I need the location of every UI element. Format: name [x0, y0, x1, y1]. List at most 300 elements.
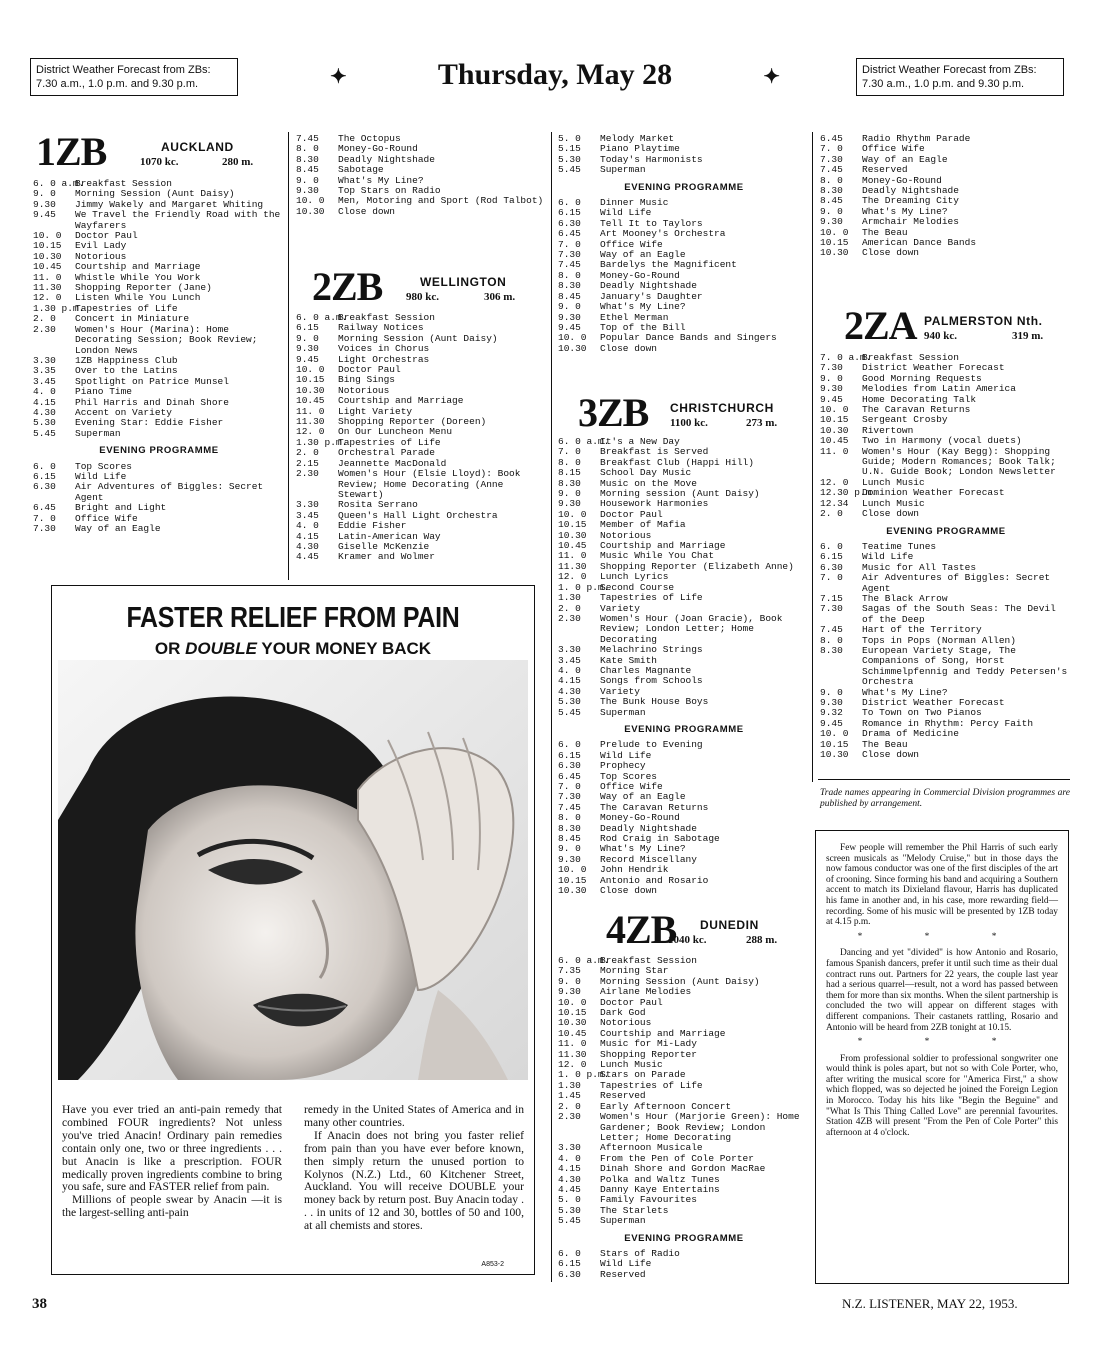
schedule-programme: The Caravan Returns [862, 405, 971, 416]
schedule-row [33, 408, 285, 418]
schedule-programme: Notorious [338, 385, 390, 396]
schedule-programme: From the Pen of Cole Porter [600, 1153, 754, 1164]
weather-box-line: District Weather Forecast from ZBs: [36, 64, 211, 76]
schedule-programme: Phil Harris and Dinah Shore [75, 397, 229, 408]
schedule-time: 10.15 [558, 875, 587, 886]
schedule-row [558, 1060, 810, 1070]
schedule-row [33, 482, 285, 503]
station-header-2zb [312, 264, 552, 313]
station-city: AUCKLAND [161, 140, 234, 154]
schedule-row [558, 510, 810, 520]
schedule-time: 7. 0 [820, 573, 843, 584]
schedule-row [558, 260, 810, 270]
schedule-1zb [33, 179, 285, 534]
schedule-time: 12.34 [820, 498, 849, 509]
schedule-programme: The Caravan Returns [600, 802, 709, 813]
schedule-programme: Morning Session (Aunt Daisy) [75, 189, 235, 200]
schedule-time: 8. 0 [558, 270, 581, 281]
schedule-time: 10.45 [820, 436, 849, 447]
list-2za-evening [820, 542, 1072, 761]
star-icon: ✦ [330, 66, 347, 88]
schedule-time: 5.45 [558, 707, 581, 718]
schedule-time: 5. 0 [558, 1195, 581, 1206]
note-phil-harris: Few people will remember the Phil Harris of such early screen musicals as "Melody Cruise," but in those days the now famous conductor was one of the first disciples of the art of crooning. Since forming his band and acquiring a Southern accent to match its Dixieland flavour, Harris has duplicated his fame in another and, in his case, more rewarding field—recording. Some of his music will be presented by 1ZB today at 4.15 p.m. [826, 843, 1058, 928]
schedule-programme: Breakfast Club (Happi Hill) [600, 457, 754, 468]
schedule-programme: Piano Time [75, 387, 133, 398]
schedule-row [558, 313, 810, 323]
schedule-time: 2.30 [33, 324, 56, 335]
list-2zb-evening [558, 198, 810, 354]
schedule-programme: The Beau [862, 739, 908, 750]
schedule-row [558, 824, 810, 834]
schedule-row [33, 514, 285, 524]
schedule-row [558, 977, 810, 987]
schedule-programme: Dark God [600, 1008, 646, 1019]
schedule-time: 3.45 [558, 655, 581, 666]
schedule-4zb [558, 956, 810, 1280]
schedule-programme: Close down [862, 509, 920, 520]
schedule-row [558, 593, 810, 603]
schedule-time: 6.30 [33, 482, 56, 493]
schedule-time: 4.30 [558, 1174, 581, 1185]
schedule-row [558, 865, 810, 875]
weather-box-right [856, 58, 1064, 96]
schedule-programme: Melody Market [600, 134, 675, 144]
schedule-programme: Armchair Melodies [862, 217, 959, 228]
schedule-time: 12.30 p.m. [820, 488, 878, 499]
schedule-time: 11. 0 [296, 406, 325, 417]
schedule-row [820, 436, 1072, 446]
schedule-row [820, 636, 1072, 646]
schedule-time: 9.32 [820, 708, 843, 719]
schedule-time: 10. 0 [820, 405, 849, 416]
schedule-row [296, 500, 548, 510]
schedule-row [33, 398, 285, 408]
schedule-time: 3.30 [33, 355, 56, 366]
asterisks: * * * [857, 1037, 1027, 1048]
schedule-programme: Whistle While You Work [75, 272, 201, 283]
schedule-time: 6.15 [558, 1259, 581, 1270]
schedule-programme: Charles Magnante [600, 665, 692, 676]
schedule-time: 7.30 [33, 524, 56, 534]
schedule-2za [820, 353, 1072, 760]
station-header-3zb [578, 390, 808, 439]
station-kc: 980 kc. [406, 291, 439, 303]
schedule-time: 6.15 [558, 750, 581, 761]
list-2za [820, 353, 1072, 520]
schedule-row [296, 459, 548, 469]
schedule-4zb-cont [820, 134, 1072, 259]
schedule-programme: Doctor Paul [338, 365, 401, 376]
schedule-programme: Kate Smith [600, 655, 658, 666]
schedule-time: 4.15 [296, 531, 319, 542]
schedule-time: 2. 0 [558, 1101, 581, 1112]
schedule-time: 3.35 [33, 366, 56, 377]
schedule-programme: Teatime Tunes [862, 541, 937, 552]
schedule-row [33, 189, 285, 199]
schedule-row [558, 531, 810, 541]
schedule-time: 5.45 [558, 165, 581, 176]
schedule-time: 6. 0 [558, 198, 581, 209]
schedule-row [296, 323, 548, 333]
schedule-time: 4. 0 [296, 521, 319, 532]
schedule-programme: Drama of Medicine [862, 729, 959, 740]
schedule-time: 5.30 [33, 418, 56, 429]
schedule-programme: Second Course [600, 582, 675, 593]
schedule-time: 6.30 [558, 218, 581, 229]
schedule-time: 4. 0 [558, 665, 581, 676]
schedule-time: 9.30 [33, 199, 56, 210]
schedule-row [820, 165, 1072, 175]
schedule-programme: Member of Mafia [600, 520, 686, 531]
schedule-time: 7.30 [558, 250, 581, 261]
ad-body-left [62, 1104, 282, 1220]
schedule-time: 10. 0 [558, 333, 587, 344]
schedule-programme: January's Daughter [600, 291, 703, 302]
schedule-time: 10.15 [33, 241, 62, 252]
schedule-row [558, 708, 810, 718]
schedule-row [820, 729, 1072, 739]
schedule-row [558, 792, 810, 802]
schedule-programme: Tapestries of Life [75, 303, 178, 314]
schedule-programme: Variety [600, 603, 640, 614]
schedule-time: 7. 0 [558, 239, 581, 250]
schedule-time: 10.30 [558, 530, 587, 541]
schedule-row [296, 355, 548, 365]
schedule-row [558, 302, 810, 312]
schedule-time: 8. 0 [296, 144, 319, 155]
schedule-row [820, 384, 1072, 394]
schedule-time: 10.30 [33, 251, 62, 262]
schedule-programme: Women's Hour (Joan Gracie), Book Review; London Letter; Home Decorating [600, 613, 783, 645]
anacin-advertisement [51, 585, 535, 1275]
schedule-time: 10. 0 [296, 365, 325, 376]
station-call: 1ZB [36, 129, 107, 174]
schedule-programme: Ethel Merman [600, 312, 669, 323]
schedule-programme: Antonio and Rosario [600, 875, 709, 886]
schedule-time: 6.30 [558, 1269, 581, 1280]
schedule-time: 2.30 [558, 613, 581, 624]
station-city: CHRISTCHURCH [670, 401, 774, 415]
station-kc: 1070 kc. [140, 156, 179, 168]
evening-programme-heading: EVENING PROGRAMME [99, 445, 219, 457]
schedule-programme: Polka and Waltz Tunes [600, 1174, 720, 1185]
schedule-time: 2. 0 [820, 509, 843, 520]
publication-line: N.Z. LISTENER, MAY 22, 1953. [842, 1296, 1018, 1311]
schedule-time: 10.30 [820, 425, 849, 436]
schedule-row [820, 488, 1072, 498]
schedule-time: 10.15 [558, 1008, 587, 1019]
schedule-programme: Money-Go-Round [338, 144, 418, 155]
schedule-programme: Air Adventures of Biggles: Secret Agent [862, 573, 1051, 594]
schedule-row [296, 196, 548, 206]
schedule-time: 11. 0 [820, 446, 849, 457]
schedule-row [820, 363, 1072, 373]
schedule-programme: What's My Line? [338, 175, 424, 186]
schedule-row [558, 1206, 810, 1216]
schedule-row [296, 375, 548, 385]
schedule-time: 6.15 [296, 323, 319, 334]
schedule-row [558, 479, 810, 489]
schedule-programme: Women's Hour (Marina): Home Decorating Session; Book Review; London News [75, 324, 258, 356]
schedule-row [558, 208, 810, 218]
schedule-programme: Money-Go-Round [600, 813, 680, 824]
schedule-row [296, 334, 548, 344]
schedule-programme: Courtship and Marriage [75, 262, 201, 273]
station-city: WELLINGTON [420, 275, 507, 289]
schedule-time: 9.30 [558, 312, 581, 323]
schedule-time: 10.30 [820, 248, 849, 259]
schedule-programme: European Variety Stage, The Companions of Song, Horst Schimmelpfennig and Teddy Petersen's Orchestra [862, 645, 1068, 688]
schedule-time: 7.45 [820, 625, 843, 636]
schedule-programme: Today's Harmonists [600, 154, 703, 165]
schedule-programme: Courtship and Marriage [600, 1028, 726, 1039]
schedule-row [820, 688, 1072, 698]
schedule-programme: Tapestries of Life [338, 437, 441, 448]
schedule-time: 4.45 [296, 552, 319, 563]
schedule-programme: Tapestries of Life [600, 593, 703, 604]
schedule-programme: Reserved [600, 1091, 646, 1102]
schedule-row [558, 551, 810, 561]
schedule-programme: Tapestries of Life [600, 1080, 703, 1091]
schedule-programme: Top Stars on Radio [338, 186, 441, 197]
ad-copy-paragraph: remedy in the United States of America and in many other countries. [304, 1103, 524, 1129]
schedule-time: 6.15 [558, 208, 581, 219]
schedule-programme: Light Orchestras [338, 354, 430, 365]
schedule-time: 10.30 [558, 886, 587, 897]
schedule-time: 6.45 [558, 771, 581, 782]
schedule-row [820, 740, 1072, 750]
schedule-programme: Women's Hour (Marjorie Green): Home Gardener; Book Review; London Letter; Home Decorating [600, 1112, 800, 1143]
evening-programme-heading: EVENING PROGRAMME [624, 1232, 744, 1244]
schedule-time: 1.30 [558, 1080, 581, 1091]
schedule-row [33, 252, 285, 262]
schedule-programme: Breakfast Session [338, 313, 435, 323]
schedule-time: 7.30 [820, 154, 843, 165]
schedule-row [820, 353, 1072, 363]
weather-box-left [30, 58, 238, 96]
schedule-row [558, 1249, 810, 1259]
schedule-row [33, 366, 285, 376]
schedule-time: 8.30 [558, 823, 581, 834]
schedule-row [296, 144, 548, 154]
schedule-programme: Dinah Shore and Gordon MacRae [600, 1164, 766, 1175]
schedule-programme: Rod Craig in Sabotage [600, 834, 720, 845]
schedule-programme: Shopping Reporter (Jane) [75, 283, 212, 294]
schedule-programme: Bing Sings [338, 375, 396, 386]
schedule-time: 6. 0 a.m. [296, 313, 348, 323]
schedule-programme: Railway Notices [338, 323, 424, 334]
list-1zb [33, 179, 285, 439]
schedule-programme: Jeannette MacDonald [338, 458, 447, 469]
schedule-time: 7.45 [558, 260, 581, 271]
schedule-time: 10.30 [296, 206, 325, 217]
schedule-programme: Over to the Latins [75, 366, 178, 377]
schedule-time: 6. 0 a.m. [33, 179, 85, 189]
schedule-programme: Way of an Eagle [862, 154, 948, 165]
schedule-time: 9.45 [820, 718, 843, 729]
schedule-row [558, 1070, 810, 1080]
schedule-row [820, 750, 1072, 760]
column-rule [288, 132, 289, 580]
schedule-time: 11.30 [558, 1049, 587, 1060]
schedule-row [558, 1081, 810, 1091]
schedule-time: 10. 0 [558, 509, 587, 520]
schedule-time: 8. 0 [820, 635, 843, 646]
schedule-row [558, 956, 810, 966]
page-number: 38 [32, 1296, 47, 1312]
schedule-row [558, 155, 810, 165]
schedule-row [558, 987, 810, 997]
schedule-time: 11.30 [558, 561, 587, 572]
schedule-programme: The Octopus [338, 134, 401, 144]
schedule-3zb [558, 437, 810, 896]
schedule-time: 10.15 [558, 520, 587, 531]
schedule-row [33, 283, 285, 293]
schedule-time: 1.30 [558, 593, 581, 604]
schedule-time: 10. 0 [33, 231, 62, 242]
schedule-time: 6.45 [558, 229, 581, 240]
asterisks: * * * [857, 931, 1027, 942]
schedule-time: 4.15 [558, 1164, 581, 1175]
schedule-time: 11. 0 [558, 551, 587, 562]
schedule-row [820, 646, 1072, 688]
schedule-programme: Lunch Music [862, 477, 925, 488]
schedule-time: 10.30 [558, 343, 587, 354]
schedule-time: 9. 0 [33, 189, 56, 200]
page-title-text: Thursday, May 28 [437, 58, 673, 91]
schedule-time: 7.15 [820, 593, 843, 604]
schedule-programme: Jimmy Wakely and Margaret Whiting [75, 199, 264, 210]
schedule-time: 10. 0 [296, 196, 325, 207]
station-kc: 940 kc. [924, 330, 957, 342]
schedule-row [820, 405, 1072, 415]
schedule-programme: Notorious [600, 1018, 652, 1029]
schedule-row [558, 1259, 810, 1269]
schedule-programme: Lunch Lyrics [600, 572, 669, 583]
schedule-row [296, 176, 548, 186]
schedule-row [820, 134, 1072, 144]
schedule-programme: Family Favourites [600, 1195, 697, 1206]
schedule-row [558, 1050, 810, 1060]
schedule-programme: Queen's Hall Light Orchestra [338, 510, 498, 521]
weather-box-line: 7.30 a.m., 1.0 p.m. and 9.30 p.m. [862, 78, 1025, 90]
schedule-programme: Superman [75, 428, 121, 439]
schedule-row [820, 238, 1072, 248]
schedule-time: 10.15 [820, 415, 849, 426]
schedule-time: 9.45 [820, 394, 843, 405]
schedule-time: 7.30 [820, 363, 843, 374]
schedule-time: 10.15 [820, 238, 849, 249]
schedule-row [558, 1112, 810, 1143]
schedule-row [820, 144, 1072, 154]
schedule-row [558, 1185, 810, 1195]
schedule-time: 10. 0 [820, 729, 849, 740]
schedule-time: 4.30 [33, 407, 56, 418]
schedule-programme: Evil Lady [75, 241, 127, 252]
schedule-time: 6. 0 [33, 461, 56, 472]
schedule-programme: Two in Harmony (vocal duets) [862, 436, 1022, 447]
schedule-row [558, 844, 810, 854]
schedule-time: 9.30 [820, 384, 843, 395]
schedule-row [558, 966, 810, 976]
schedule-row [296, 207, 548, 217]
schedule-row [558, 198, 810, 208]
station-header-4zb [606, 907, 806, 956]
schedule-time: 2.30 [296, 469, 319, 480]
schedule-programme: Money-Go-Round [862, 175, 942, 186]
schedule-programme: The Beau [862, 227, 908, 238]
schedule-programme: Home Decorating Talk [862, 394, 977, 405]
schedule-row [558, 761, 810, 771]
schedule-programme: Latin-American Way [338, 531, 441, 542]
schedule-row [33, 304, 285, 314]
schedule-time: 10. 0 [820, 227, 849, 238]
schedule-time: 7.45 [558, 802, 581, 813]
schedule-programme: District Weather Forecast [862, 363, 1005, 374]
schedule-time: 8.30 [558, 478, 581, 489]
list-3zb-evening [558, 740, 810, 896]
schedule-row [558, 541, 810, 551]
station-metres: 288 m. [746, 934, 778, 946]
schedule-programme: Melachrino Strings [600, 645, 703, 656]
schedule-time: 6. 0 [558, 1248, 581, 1259]
schedule-time: 8.30 [820, 186, 843, 197]
schedule-programme: Notorious [600, 530, 652, 541]
schedule-row [820, 563, 1072, 573]
star-icon: ✦ [763, 66, 780, 88]
schedule-programme: The Bunk House Boys [600, 697, 709, 708]
schedule-time: 10. 0 [558, 997, 587, 1008]
schedule-programme: Notorious [75, 251, 127, 262]
schedule-programme: Doctor Paul [600, 509, 663, 520]
schedule-time: 10.45 [33, 262, 62, 273]
schedule-programme: Prophecy [600, 761, 646, 772]
schedule-time: 9.30 [558, 499, 581, 510]
schedule-time: 1.30 p.m. [33, 303, 85, 314]
ad-code: A853-2 [481, 1261, 504, 1268]
schedule-time: 9. 0 [558, 489, 581, 500]
schedule-programme: Concert in Miniature [75, 314, 190, 325]
schedule-row [558, 998, 810, 1008]
schedule-programme: What's My Line? [600, 302, 686, 313]
schedule-row [33, 241, 285, 251]
schedule-time: 4.45 [558, 1184, 581, 1195]
schedule-time: 10.15 [296, 375, 325, 386]
schedule-programme: Sagas of the South Seas: The Devil of the Deep [862, 604, 1056, 625]
schedule-programme: Kramer and Wolmer [338, 552, 435, 563]
schedule-programme: What's My Line? [862, 687, 948, 698]
schedule-time: 1.45 [558, 1091, 581, 1102]
schedule-row [558, 886, 810, 896]
schedule-programme: To Town on Two Pianos [862, 708, 982, 719]
schedule-row [558, 520, 810, 530]
schedule-row [820, 248, 1072, 258]
schedule-row [558, 271, 810, 281]
station-call: 3ZB [578, 390, 649, 435]
schedule-row [296, 396, 548, 406]
station-header-2za [844, 303, 1072, 352]
list-3zb [558, 437, 810, 718]
schedule-programme: District Weather Forecast [862, 698, 1005, 708]
schedule-programme: Reserved [600, 1269, 646, 1280]
schedule-row [558, 219, 810, 229]
schedule-programme: Morning Session (Aunt Daisy) [600, 976, 760, 987]
schedule-programme: Morning session (Aunt Daisy) [600, 489, 760, 500]
schedule-time: 11.30 [33, 283, 62, 294]
schedule-time: 10.30 [820, 750, 849, 761]
schedule-programme: American Dance Bands [862, 238, 977, 249]
